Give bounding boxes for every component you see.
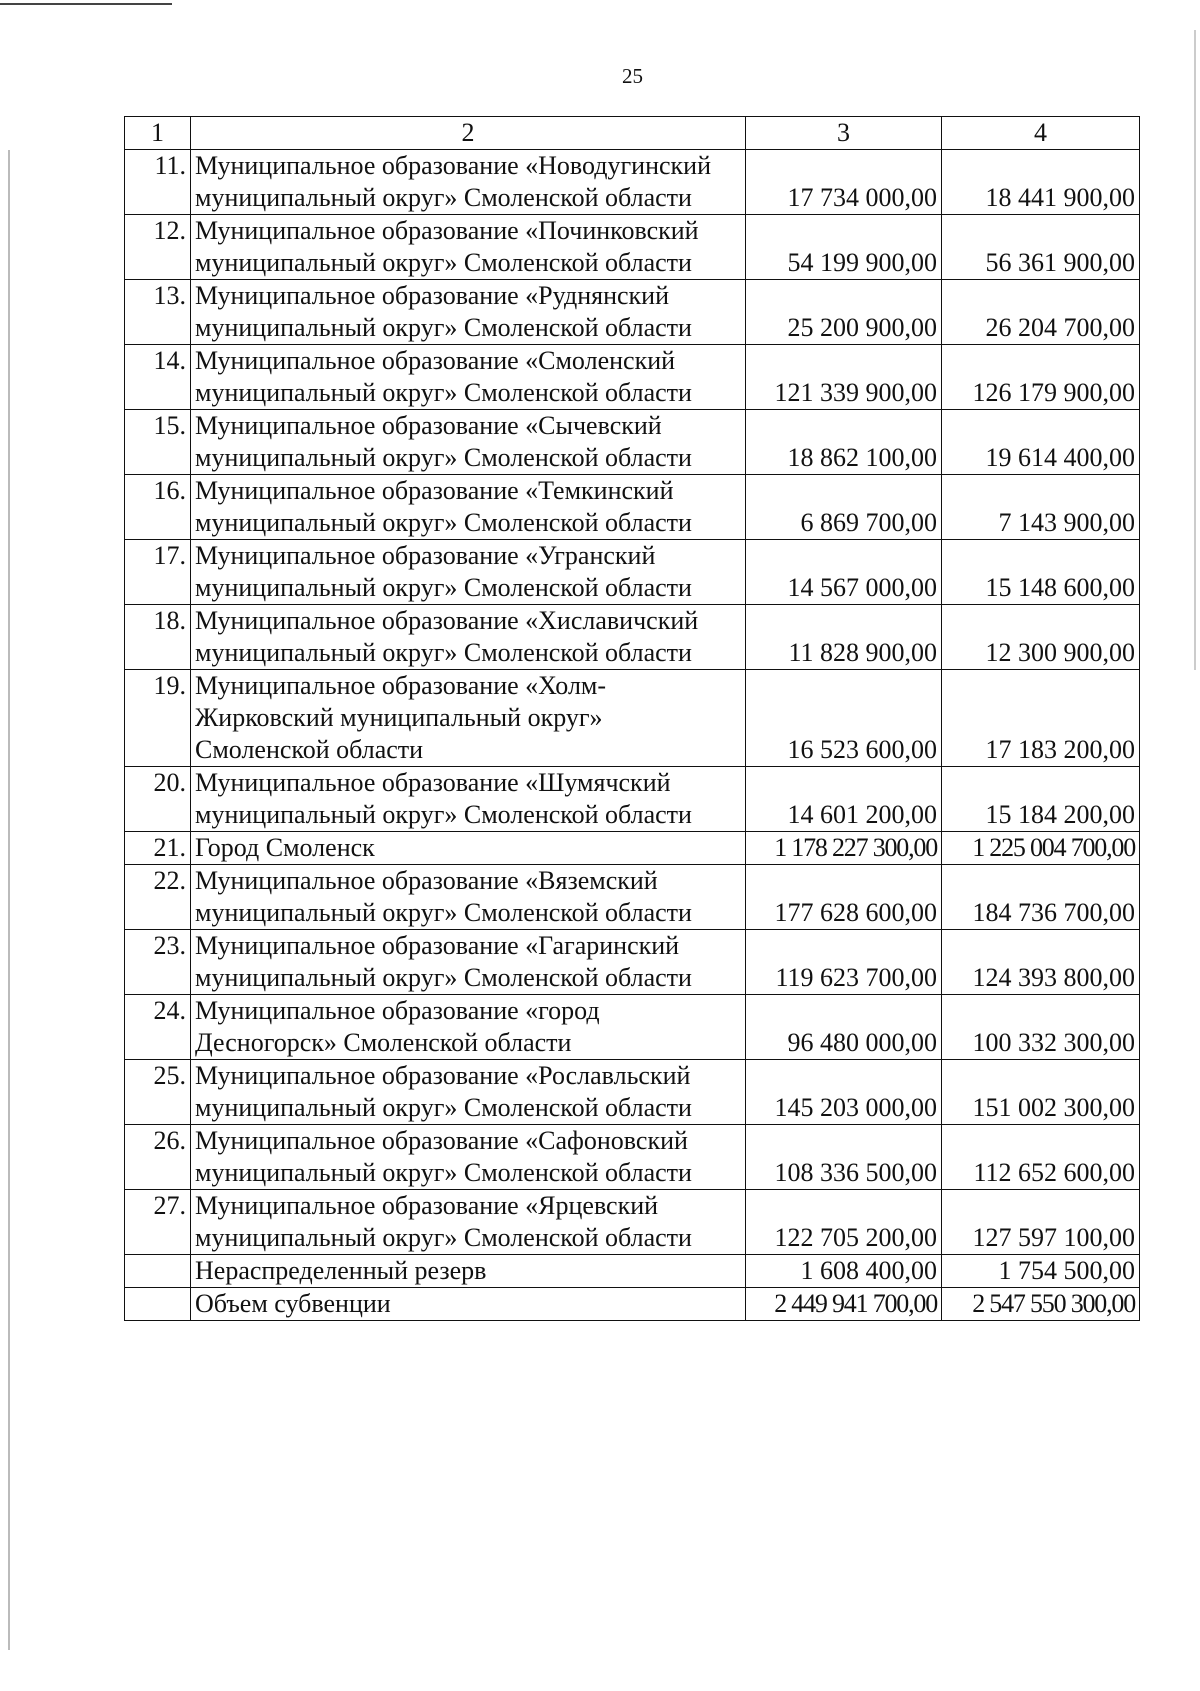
table-row: [125, 410, 1140, 475]
amount-column-4: 7 143 900,00: [942, 475, 1140, 540]
municipality-name: Муниципальное образование «Гагаринский муниципальный округ» Смоленской области: [191, 930, 746, 995]
column-header-4: 4: [942, 117, 1140, 150]
table-header-row: [125, 117, 1140, 150]
amount-column-4: 184 736 700,00: [942, 865, 1140, 930]
amount-column-3: 14 601 200,00: [746, 767, 942, 832]
row-number: 24.: [125, 995, 191, 1060]
column-header-3: 3: [746, 117, 942, 150]
amount-column-3: 177 628 600,00: [746, 865, 942, 930]
table-row: [125, 1190, 1140, 1255]
amount-column-3: 18 862 100,00: [746, 410, 942, 475]
municipality-name: Муниципальное образование «Угранский муниципальный округ» Смоленской области: [191, 540, 746, 605]
row-number: [125, 1255, 191, 1288]
amount-column-3: 54 199 900,00: [746, 215, 942, 280]
row-number: 18.: [125, 605, 191, 670]
municipality-name: Муниципальное образование «Сычевский муниципальный округ» Смоленской области: [191, 410, 746, 475]
amount-column-3: 11 828 900,00: [746, 605, 942, 670]
table-row: [125, 345, 1140, 410]
table-row: [125, 605, 1140, 670]
municipality-name: Муниципальное образование «Темкинский муниципальный округ» Смоленской области: [191, 475, 746, 540]
row-number: 27.: [125, 1190, 191, 1255]
table-row: [125, 475, 1140, 540]
table-row: [125, 832, 1140, 865]
municipality-name: Город Смоленск: [191, 832, 746, 865]
row-number: 21.: [125, 832, 191, 865]
amount-column-4: 12 300 900,00: [942, 605, 1140, 670]
municipality-name: Муниципальное образование «Холм-Жирковский муниципальный округ» Смоленской области: [191, 670, 746, 767]
corner-rule: [0, 3, 172, 5]
table-row: [125, 670, 1140, 767]
table-row: [125, 280, 1140, 345]
row-number: [125, 1288, 191, 1321]
amount-column-3: 25 200 900,00: [746, 280, 942, 345]
municipality-name: Муниципальное образование «Сафоновский муниципальный округ» Смоленской области: [191, 1125, 746, 1190]
table-row: [125, 1255, 1140, 1288]
amount-column-3: 96 480 000,00: [746, 995, 942, 1060]
amount-column-4: 126 179 900,00: [942, 345, 1140, 410]
amount-column-3: 2 449 941 700,00: [746, 1288, 942, 1321]
amount-column-3: 1 608 400,00: [746, 1255, 942, 1288]
row-number: 25.: [125, 1060, 191, 1125]
table-row: [125, 215, 1140, 280]
row-number: 16.: [125, 475, 191, 540]
municipality-name: Нераспределенный резерв: [191, 1255, 746, 1288]
row-number: 14.: [125, 345, 191, 410]
row-number: 22.: [125, 865, 191, 930]
municipality-name: Муниципальное образование «Новодугинский муниципальный округ» Смоленской области: [191, 150, 746, 215]
row-number: 11.: [125, 150, 191, 215]
municipality-name: Муниципальное образование «Рославльский муниципальный округ» Смоленской области: [191, 1060, 746, 1125]
table-row: [125, 767, 1140, 832]
scan-margin-line-right: [1194, 30, 1196, 670]
table-row: [125, 1125, 1140, 1190]
table-row: [125, 1288, 1140, 1321]
amount-column-4: 18 441 900,00: [942, 150, 1140, 215]
scan-margin-line-left: [8, 150, 10, 1650]
municipality-name: Муниципальное образование «Смоленский муниципальный округ» Смоленской области: [191, 345, 746, 410]
column-header-2: 2: [191, 117, 746, 150]
amount-column-3: 6 869 700,00: [746, 475, 942, 540]
table-row: [125, 930, 1140, 995]
amount-column-3: 119 623 700,00: [746, 930, 942, 995]
municipality-name: Муниципальное образование «Руднянский муниципальный округ» Смоленской области: [191, 280, 746, 345]
amount-column-4: 151 002 300,00: [942, 1060, 1140, 1125]
amount-column-4: 15 184 200,00: [942, 767, 1140, 832]
amount-column-4: 100 332 300,00: [942, 995, 1140, 1060]
amount-column-3: 16 523 600,00: [746, 670, 942, 767]
municipality-name: Объем субвенции: [191, 1288, 746, 1321]
amount-column-4: 19 614 400,00: [942, 410, 1140, 475]
page-number: 25: [622, 64, 643, 88]
table-row: [125, 150, 1140, 215]
row-number: 15.: [125, 410, 191, 475]
municipality-name: Муниципальное образование «Хиславичский муниципальный округ» Смоленской области: [191, 605, 746, 670]
subvention-table: [124, 116, 1140, 1321]
table-row: [125, 995, 1140, 1060]
amount-column-3: 17 734 000,00: [746, 150, 942, 215]
amount-column-4: 127 597 100,00: [942, 1190, 1140, 1255]
amount-column-4: 1 225 004 700,00: [942, 832, 1140, 865]
row-number: 20.: [125, 767, 191, 832]
row-number: 17.: [125, 540, 191, 605]
table-row: [125, 540, 1140, 605]
row-number: 13.: [125, 280, 191, 345]
row-number: 23.: [125, 930, 191, 995]
amount-column-4: 112 652 600,00: [942, 1125, 1140, 1190]
amount-column-4: 124 393 800,00: [942, 930, 1140, 995]
amount-column-4: 15 148 600,00: [942, 540, 1140, 605]
amount-column-4: 2 547 550 300,00: [942, 1288, 1140, 1321]
amount-column-3: 14 567 000,00: [746, 540, 942, 605]
amount-column-3: 122 705 200,00: [746, 1190, 942, 1255]
amount-column-4: 1 754 500,00: [942, 1255, 1140, 1288]
amount-column-3: 108 336 500,00: [746, 1125, 942, 1190]
row-number: 19.: [125, 670, 191, 767]
amount-column-4: 56 361 900,00: [942, 215, 1140, 280]
amount-column-3: 1 178 227 300,00: [746, 832, 942, 865]
row-number: 26.: [125, 1125, 191, 1190]
amount-column-4: 26 204 700,00: [942, 280, 1140, 345]
municipality-name: Муниципальное образование «Ярцевский муниципальный округ» Смоленской области: [191, 1190, 746, 1255]
table-row: [125, 865, 1140, 930]
amount-column-4: 17 183 200,00: [942, 670, 1140, 767]
municipality-name: Муниципальное образование «город Десногорск» Смоленской области: [191, 995, 746, 1060]
municipality-name: Муниципальное образование «Починковский муниципальный округ» Смоленской области: [191, 215, 746, 280]
amount-column-3: 145 203 000,00: [746, 1060, 942, 1125]
municipality-name: Муниципальное образование «Шумячский муниципальный округ» Смоленской области: [191, 767, 746, 832]
amount-column-3: 121 339 900,00: [746, 345, 942, 410]
table-row: [125, 1060, 1140, 1125]
row-number: 12.: [125, 215, 191, 280]
column-header-1: 1: [125, 117, 191, 150]
municipality-name: Муниципальное образование «Вяземский муниципальный округ» Смоленской области: [191, 865, 746, 930]
